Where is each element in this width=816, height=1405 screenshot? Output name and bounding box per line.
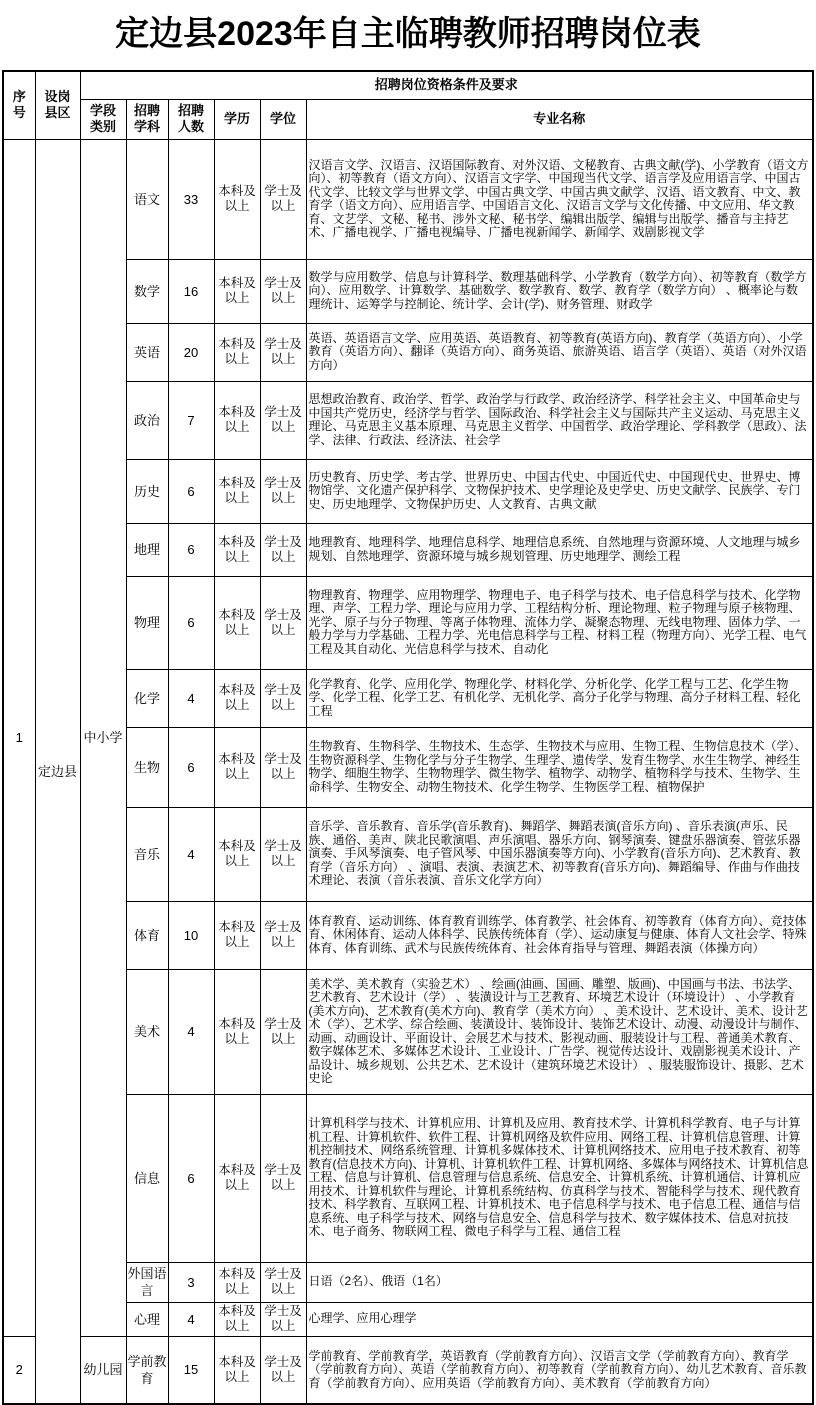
header-qualification-banner: 招聘岗位资格条件及要求 [80,71,813,99]
header-degree: 学位 [260,99,306,139]
majors-cell: 日语（2名）、俄语（1名） [306,1262,813,1302]
majors-cell: 思想政治教育、政治学、哲学、政治学与行政学、政治经济学、科学社会主义、中国革命史与中国共产党历史，经济学与哲学、国际政治、科学社会主义与国际共产主义运动、马克思主义理论、马克思主义基本原理、马克思主义哲学、中国哲学、政治学理论、学科教学（思政）、法学、法律、行政法、经济法、社会学 [306,381,813,459]
count-cell: 6 [168,1094,214,1262]
degree-cell: 学士及以上 [260,901,306,969]
education-cell: 本科及以上 [214,1262,260,1302]
majors-cell: 汉语言文学、汉语言、汉语国际教育、对外汉语、文秘教育、古典文献(学)、小学教育（语文方向）、初等教育（语文方向）、汉语言文字学、中国现当代文学、语言学及应用语言学、中国古代文学、比较文学与世界文学、中国古典文学、中国古典文献学、汉语、语文教育、中文、教育学（语文方向）、应用语言学、中国语言文化、汉语言文学与文化传播、中文应用、华文教育、文艺学、文秘、秘书、涉外文秘、秘书学、编辑出版学、编辑与出版学、播音与主持艺术、广播电视学、广播电视编导、广播电视新闻学、新闻学、戏剧影视文学 [306,139,813,259]
degree-cell: 学士及以上 [260,381,306,459]
degree-cell: 学士及以上 [260,576,306,669]
education-cell: 本科及以上 [214,1336,260,1404]
count-cell: 16 [168,259,214,323]
table-row [3,139,813,259]
header-row-1 [3,71,813,99]
subject-cell: 语文 [126,139,168,259]
majors-cell: 数学与应用数学、信息与计算科学、数理基础科学、小学教育（数学方向）、初等教育（数学方向）、应用数学、计算数学、基础数学、数学教育、数学、教育学（数学方向） 、概率论与数理统计、运筹学与控制论、统计学、会计(学)、财务管理、财政学 [306,259,813,323]
majors-cell: 学前教育、学前教育学，英语教育（学前教育方向）、汉语言文学（学前教育方向）、教育学（学前教育方向）、英语（学前教育方向）、初等教育（学前教育方向）、幼儿艺术教育、音乐教育（学前教育方向）、应用英语（学前教育方向）、美术教育（学前教育方向） [306,1336,813,1404]
majors-cell: 历史教育、历史学、考古学、世界历史、中国古代史、中国近代史、中国现代史、世界史、博物馆学、文化遗产保护科学、文物保护技术、史学理论及史学史、历史文献学、民族学、专门史、历史地理学、文物保护历史、人文教育、古典文献 [306,459,813,523]
header-row-2 [3,99,813,139]
stage-cell: 中小学 [80,139,126,1336]
count-cell: 6 [168,459,214,523]
header-major: 专业名称 [306,99,813,139]
degree-cell: 学士及以上 [260,669,306,727]
document-page [0,10,816,1405]
education-cell: 本科及以上 [214,807,260,901]
count-cell: 6 [168,576,214,669]
education-cell: 本科及以上 [214,1094,260,1262]
count-cell: 4 [168,1302,214,1336]
subject-cell: 英语 [126,323,168,381]
majors-cell: 化学教育、化学、应用化学、物理化学、材料化学、分析化学、化学工程与工艺、化学生物学、化学工程、化学工艺、有机化学、无机化学、高分子化学与物理、高分子材料工程、轻化工程 [306,669,813,727]
stage-cell: 幼儿园 [80,1336,126,1404]
education-cell: 本科及以上 [214,727,260,807]
serial-cell: 1 [3,139,35,1336]
degree-cell: 学士及以上 [260,523,306,576]
majors-cell: 体育教育、运动训练、体育教育训练学、体育教学、社会体育、初等教育（体育方向）、竞技体育、休闲体育、运动人体科学、民族传统体育（学）、运动康复与健康、体育人文社会学、特殊体育、体育训练、武术与民族传统体育、社会体育指导与管理、舞蹈表演（体操方向） [306,901,813,969]
count-cell: 3 [168,1262,214,1302]
header-serial: 序号 [3,71,35,139]
education-cell: 本科及以上 [214,523,260,576]
county-cell: 定边县 [35,139,80,1404]
degree-cell: 学士及以上 [260,139,306,259]
degree-cell: 学士及以上 [260,259,306,323]
header-stage: 学段类别 [80,99,126,139]
header-county: 设岗县区 [35,71,80,139]
header-subject: 招聘学科 [126,99,168,139]
header-count: 招聘人数 [168,99,214,139]
subject-cell: 物理 [126,576,168,669]
education-cell: 本科及以上 [214,669,260,727]
degree-cell: 学士及以上 [260,1094,306,1262]
education-cell: 本科及以上 [214,576,260,669]
recruitment-table [2,70,814,1405]
education-cell: 本科及以上 [214,969,260,1094]
header-education: 学历 [214,99,260,139]
majors-cell: 计算机科学与技术、计算机应用、计算机及应用、教育技术学、计算机科学教育、电子与计算机工程、计算机软件、软件工程、计算机网络及软件应用、网络工程、计算机信息管理、计算机控制技术、网络系统管理、计算机多媒体技术、计算机网络技术、应用电子技术教育、初等教育(信息技术方向)、计算机、计算机软件工程、计算机网络、多媒体与网络技术、计算机信息工程、信息与计算机、信息管理与信息系统、信息安全、计算机系统、计算机通信、计算机应用技术、计算机软件与理论、计算机系统结构、仿真科学与技术、智能科学与技术、现代教育技术、科学教育、互联网工程、计算机技术、电子信息科学与技术、电子信息工程、通信与信息系统、电子科学与技术、网络与信息安全、信息科学与技术、数字媒体技术、信息对抗技术、电子商务、物联网工程、微电子科学与工程、通信工程 [306,1094,813,1262]
degree-cell: 学士及以上 [260,727,306,807]
count-cell: 7 [168,381,214,459]
education-cell: 本科及以上 [214,459,260,523]
majors-cell: 美术学、美术教育（实验艺术） 、绘画(油画、国画、雕塑、版画)、中国画与书法、书法学、艺术教育、艺术设计（学） 、装潢设计与工艺教育、环境艺术设计（环境设计） 、小学教育(美术方向)、艺术教育(美术方向)、教育学（美术方向） 、美术设计、艺术设计、美术、设计艺术（学）、艺术学、综合绘画、装潢设计、装饰设计、装饰艺术设计、动漫、动漫设计与制作、动画、动画设计、平面设计、会展艺术与技术、影视动画、服装设计与工程、普通美术教育、数字媒体艺术、多媒体艺术设计、工业设计、广告学、视觉传达设计、戏剧影视美术设计、产品设计、城乡规划、公共艺术、艺术设计（建筑环境艺术设计） 、服装服饰设计、摄影、艺术史论 [306,969,813,1094]
count-cell: 4 [168,807,214,901]
majors-cell: 英语、英语语言文学、应用英语、英语教育、初等教育(英语方向)、教育学（英语方向）、小学教育（英语方向）、翻译（英语方向）、商务英语、旅游英语、语言学（英语）、英语（对外汉语方向） [306,323,813,381]
table-row [3,1336,813,1404]
subject-cell: 心理 [126,1302,168,1336]
education-cell: 本科及以上 [214,139,260,259]
majors-cell: 生物教育、生物科学、生物技术、生态学、生物技术与应用、生物工程、生物信息技术（学）、生物资源科学、生物化学与分子生物学、生理学、遗传学、发育生物学、水生生物学、神经生物学、细胞生物学、生物物理学、微生物学、植物学、动物学、植物科学与技术、生物学、生命科学、生物安全、动物生物技术、化学生物学、生物医学工程、植物保护 [306,727,813,807]
subject-cell: 体育 [126,901,168,969]
education-cell: 本科及以上 [214,323,260,381]
majors-cell: 物理教育、物理学、应用物理学、物理电子、电子科学与技术、电子信息科学与技术、化学物理、声学、工程力学、理论与应用力学、工程结构分析、理论物理、粒子物理与原子核物理、光学、原子与分子物理、等离子体物理、流体力学、凝聚态物理、无线电物理、固体力学、一般力学与力学基础、工程力学、光电信息科学与工程、材料工程（物理方向）、光学工程、电气工程及其自动化、光信息科学与技术、自动化 [306,576,813,669]
count-cell: 6 [168,523,214,576]
subject-cell: 政治 [126,381,168,459]
count-cell: 33 [168,139,214,259]
subject-cell: 美术 [126,969,168,1094]
subject-cell: 外国语言 [126,1262,168,1302]
education-cell: 本科及以上 [214,259,260,323]
page-title: 定边县2023年自主临聘教师招聘岗位表 [115,15,701,53]
count-cell: 4 [168,669,214,727]
degree-cell: 学士及以上 [260,1262,306,1302]
subject-cell: 音乐 [126,807,168,901]
degree-cell: 学士及以上 [260,1336,306,1404]
majors-cell: 地理教育、地理科学、地理信息科学、地理信息系统、自然地理与资源环境、人文地理与城乡规划、自然地理学、资源环境与城乡规划管理、历史地理学、测绘工程 [306,523,813,576]
degree-cell: 学士及以上 [260,969,306,1094]
count-cell: 10 [168,901,214,969]
education-cell: 本科及以上 [214,901,260,969]
subject-cell: 化学 [126,669,168,727]
education-cell: 本科及以上 [214,1302,260,1336]
count-cell: 15 [168,1336,214,1404]
subject-cell: 数学 [126,259,168,323]
subject-cell: 信息 [126,1094,168,1262]
degree-cell: 学士及以上 [260,1302,306,1336]
majors-cell: 音乐学、音乐教育、音乐学(音乐教育)、舞蹈学、舞蹈表演(音乐方向) 、音乐表演(声乐、民族、通俗、美声、陕北民歌演唱、声乐演唱、器乐方向、钢琴演奏、键盘乐器演奏、管弦乐器演奏、手风琴演奏、电子管风琴、中国乐器演奏等方向)、小学教育(音乐方向)、艺术教育、教育学（音乐方向） 、演唱、表演、表演艺术、初等教育(音乐方向)、舞蹈编导、作曲与作曲技术理论、表演（音乐表演、音乐文化学方向） [306,807,813,901]
count-cell: 20 [168,323,214,381]
degree-cell: 学士及以上 [260,807,306,901]
subject-cell: 历史 [126,459,168,523]
degree-cell: 学士及以上 [260,323,306,381]
count-cell: 4 [168,969,214,1094]
majors-cell: 心理学、应用心理学 [306,1302,813,1336]
subject-cell: 学前教育 [126,1336,168,1404]
serial-cell: 2 [3,1336,35,1404]
subject-cell: 生物 [126,727,168,807]
education-cell: 本科及以上 [214,381,260,459]
subject-cell: 地理 [126,523,168,576]
degree-cell: 学士及以上 [260,459,306,523]
count-cell: 6 [168,727,214,807]
